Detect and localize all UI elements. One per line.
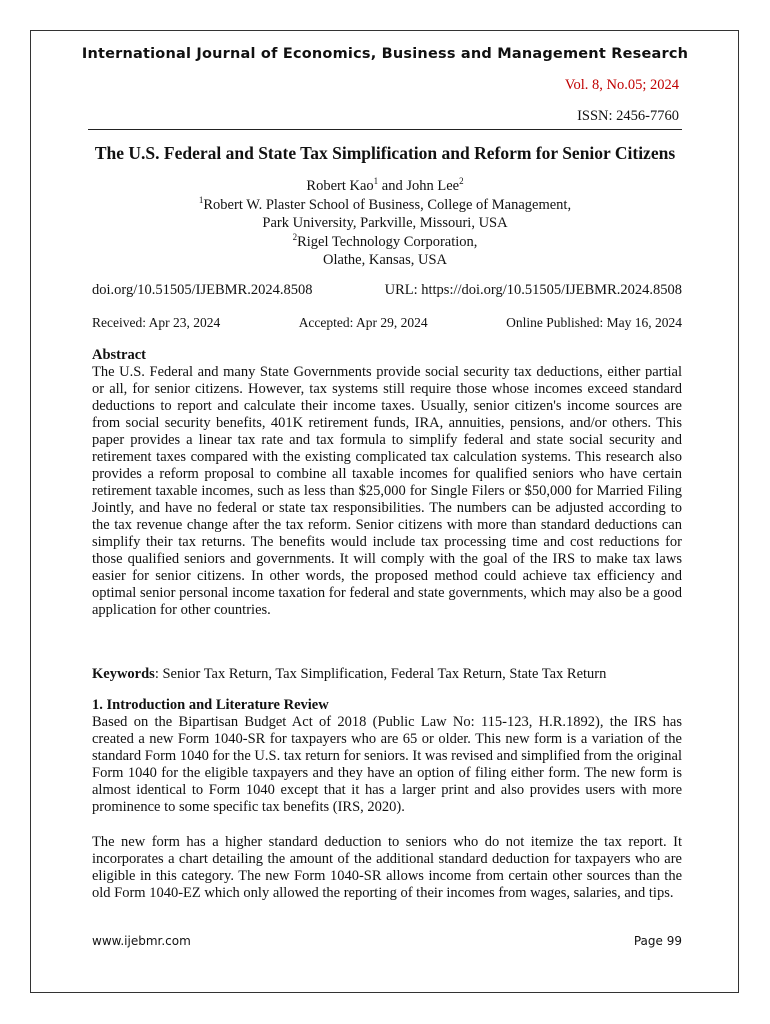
keywords-text: : Senior Tax Return, Tax Simplification, Federal Tax Return, State Tax Return (154, 666, 607, 682)
author-1: Robert Kao (306, 178, 374, 194)
affiliation-1-line-1: Robert W. Plaster School of Business, College of Management, (203, 196, 572, 213)
abstract-heading: Abstract (92, 347, 146, 363)
published-date: Online Published: May 16, 2024 (506, 315, 682, 330)
section-1-heading: 1. Introduction and Literature Review (92, 697, 329, 713)
author-1-sup: 1 (373, 176, 379, 187)
received-date: Received: Apr 23, 2024 (92, 315, 221, 330)
author-names (0, 177, 770, 196)
author-2-sup: 2 (459, 176, 464, 187)
page-footer (92, 934, 682, 948)
affiliation-2-line-1: Rigel Technology Corporation, (297, 233, 478, 250)
author-block (0, 177, 770, 270)
affiliation-2-sup: 2 (292, 231, 298, 242)
paper-title: The U.S. Federal and State Tax Simplification and Reform for Senior Citizens (94, 143, 676, 163)
issn: ISSN: 2456-7760 (577, 108, 679, 124)
doi[interactable]: doi.org/10.51505/IJEBMR.2024.8508 (92, 282, 313, 298)
dates-row (92, 315, 682, 331)
keywords (92, 666, 682, 683)
abstract-text: The U.S. Federal and many State Governments provide social security tax deductions, either partial or all, for senior citizens. However, tax systems still require those whose incomes exceed standard deductions to report and calculate their income taxes. Usually, senior citizen's income sources are from social security benefits, 401K retirement funds, IRA, annuities, pensions, and/or others. This paper provides a linear tax rate and tax formula to simplify federal and state social security and retirement taxes compared with the existing complicated tax calculation systems. This research also provides a reform proposal to combine all taxable incomes for qualified seniors who have certain retirement taxable incomes, such as less than $25,000 for Single Filers or $50,000 for Married Filing Jointly, and have no federal or state tax responsibilities. The numbers can be adjusted according to the tax revenue change after the tax reform. Senior citizens with more than standard deductions can simplify their tax returns. The benefits would include tax processing time and cost reductions for those qualified seniors and governments. It will comply with the goal of the IRS to make tax laws easier for senior citizens. In other words, the proposed method could achieve tax efficiency and optimal senior personal income taxation for federal and state governments, which may also be a good application for other countries. (92, 364, 682, 618)
journal-name: International Journal of Economics, Business and Management Research (81, 46, 689, 62)
affiliation-1 (0, 196, 770, 215)
section-1-paragraph-1: Based on the Bipartisan Budget Act of 2018 (Public Law No: 115-123, H.R.1892), the IRS has created a new Form 1040-SR for taxpayers who are 65 or older. This new form is a variation of the standard Form 1040 for the U.S. tax return for seniors. It was revised and simplified from the original Form 1040 for the eligible taxpayers and they have an option of filing either form. The new form is almost identical to Form 1040 except that it has a larger print and also provides users with more prominence to some specific tax benefits (IRS, 2020). (92, 714, 682, 815)
section-1-paragraph-2: The new form has a higher standard deduction to seniors who do not itemize the tax report. It incorporates a chart detailing the amount of the additional standard deduction for taxpayers who are eligible in this category. The new Form 1040-SR allows income from certain other sources than the old Form 1040-EZ which only allowed the reporting of their incomes from wages, salaries, and tips. (92, 834, 682, 901)
affiliation-1-sup: 1 (198, 194, 204, 205)
footer-website[interactable]: www.ijebmr.com (92, 934, 191, 948)
header-rule (88, 129, 682, 130)
affiliation-2-line-2: Olathe, Kansas, USA (322, 252, 448, 268)
affiliation-1-line-2: Park University, Parkville, Missouri, USA (262, 215, 508, 231)
volume-info: Vol. 8, No.05; 2024 (564, 77, 679, 93)
author-2: and John Lee (378, 178, 460, 194)
doi-url[interactable]: URL: https://doi.org/10.51505/IJEBMR.2024.8508 (384, 282, 682, 298)
doi-row (92, 282, 682, 299)
keywords-label: Keywords (92, 666, 155, 682)
page-number: Page 99 (633, 934, 682, 948)
accepted-date: Accepted: Apr 29, 2024 (298, 315, 428, 330)
affiliation-2 (0, 233, 770, 252)
